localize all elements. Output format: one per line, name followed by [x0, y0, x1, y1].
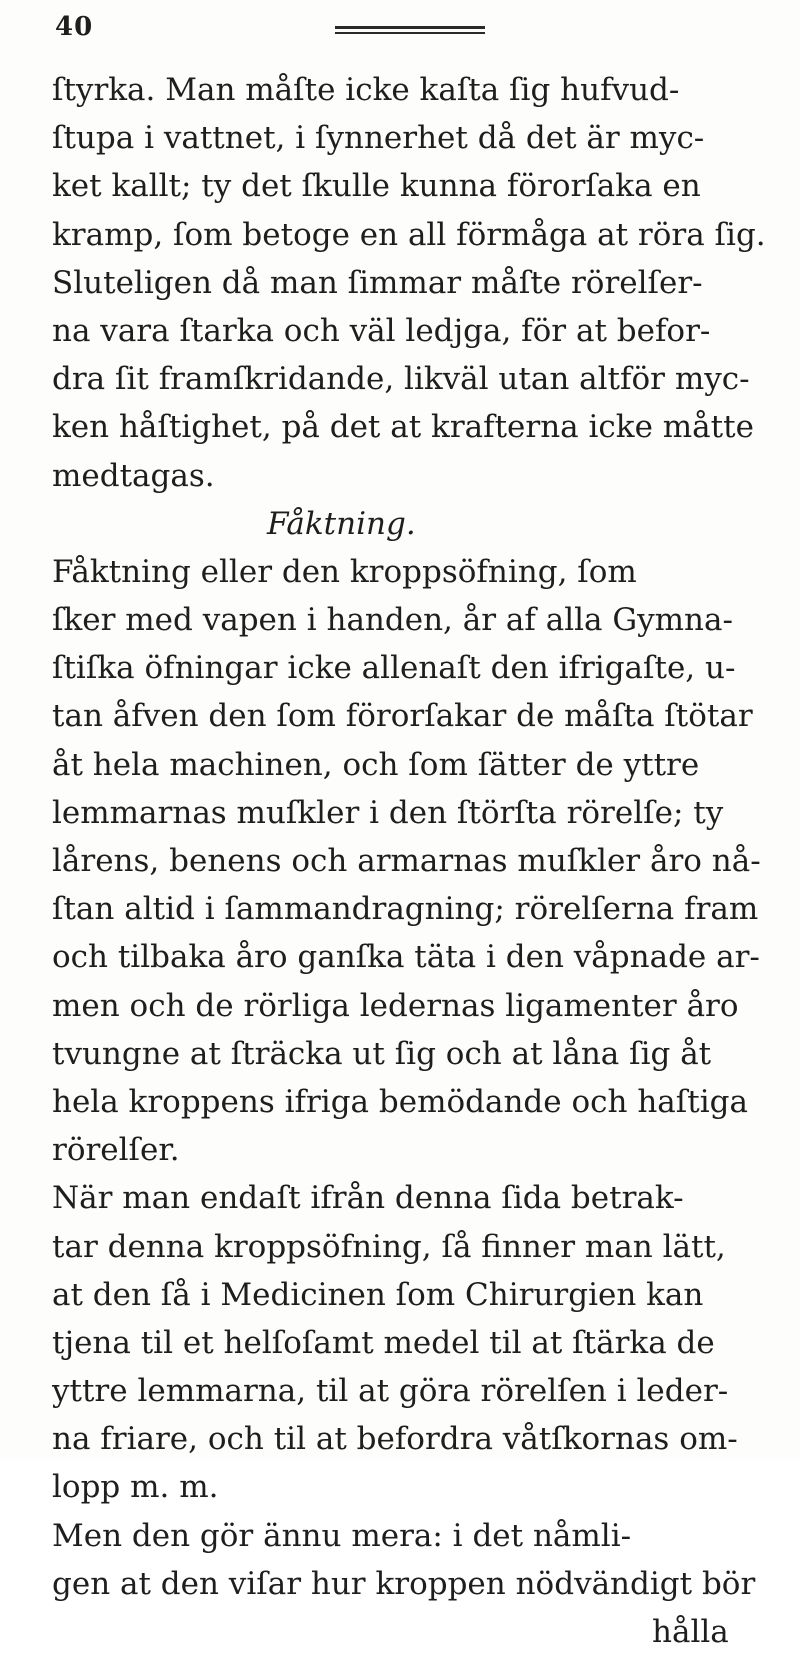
text-line: lopp m. m.	[52, 1469, 219, 1506]
text-line: ſtupa i vattnet, i ſynnerhet då det är myc-	[52, 120, 705, 157]
text-line: lemmarnas muſkler i den ſtörſta rörelſe; ty	[52, 794, 724, 831]
catchword: hålla	[652, 1614, 729, 1650]
header-rule-line	[335, 26, 485, 29]
text-line: ken håſtighet, på det at krafterna icke måtte	[52, 409, 754, 446]
text-line: ſtan altid i ſammandragning; rörelſerna fram	[52, 891, 759, 928]
text-line: ſtiſka öfningar icke allenaſt den ifrigaſte, u-	[52, 650, 736, 687]
text-line: dra ſit framſkridande, likväl utan altför myc-	[52, 361, 750, 398]
text-line: na vara ſtarka och väl ledjga, för at befor-	[52, 312, 711, 349]
text-line: ket kallt; ty det ſkulle kunna förorſaka en	[52, 168, 701, 205]
text-line: åt hela machinen, och ſom ſätter de yttre	[52, 746, 700, 783]
text-line: gen at den viſar hur kroppen nödvändigt bör	[52, 1565, 756, 1602]
text-line: men och de rörliga ledernas ligamenter åro	[52, 987, 739, 1024]
text-line: medtagas.	[52, 457, 215, 494]
text-line: ſtyrka. Man måſte icke kaſta ſig hufvud-	[52, 72, 680, 108]
header-rule-line	[335, 32, 485, 34]
text-line: tjena til et helſoſamt medel til at ſtärka de	[52, 1324, 715, 1361]
text-line: at den ſå i Medicinen ſom Chirurgien kan	[52, 1276, 704, 1313]
text-line: tvungne at ſträcka ut ſig och at låna ſig åt	[52, 1035, 712, 1072]
page-number: 40	[55, 12, 94, 42]
text-line: ſker med vapen i handen, år af alla Gymna-	[52, 602, 733, 639]
section-heading: Fåktning.	[267, 505, 416, 542]
text-line: tar denna kroppsöfning, ſå finner man lätt,	[52, 1228, 726, 1265]
text-line: och tilbaka åro ganſka täta i den våpnade ar-	[52, 939, 760, 976]
text-line: hela kroppens ifriga bemödande och haſtiga	[52, 1083, 748, 1120]
text-line: rörelſer.	[52, 1132, 180, 1169]
text-line: na friare, och til at befordra våtſkornas om-	[52, 1421, 738, 1458]
text-line: Men den gör ännu mera: i det nåmli-	[52, 1517, 632, 1554]
text-line: När man endaſt ifrån denna ſida betrak-	[52, 1180, 684, 1217]
text-line: tan åfven den ſom förorſakar de måſta ſtötar	[52, 698, 753, 735]
text-line: lårens, benens och armarnas muſkler åro nå-	[52, 843, 761, 879]
text-line: kramp, ſom betoge en all förmåga at röra ſig.	[52, 216, 766, 253]
header-rule	[335, 26, 485, 37]
text-line: Sluteligen då man ſimmar måſte rörelſer-	[52, 264, 703, 301]
text-line: yttre lemmarna, til at göra rörelſen i leder-	[52, 1373, 729, 1410]
body-text	[52, 66, 772, 1656]
text-line: Fåktning eller den kroppsöfning, ſom	[52, 553, 637, 590]
